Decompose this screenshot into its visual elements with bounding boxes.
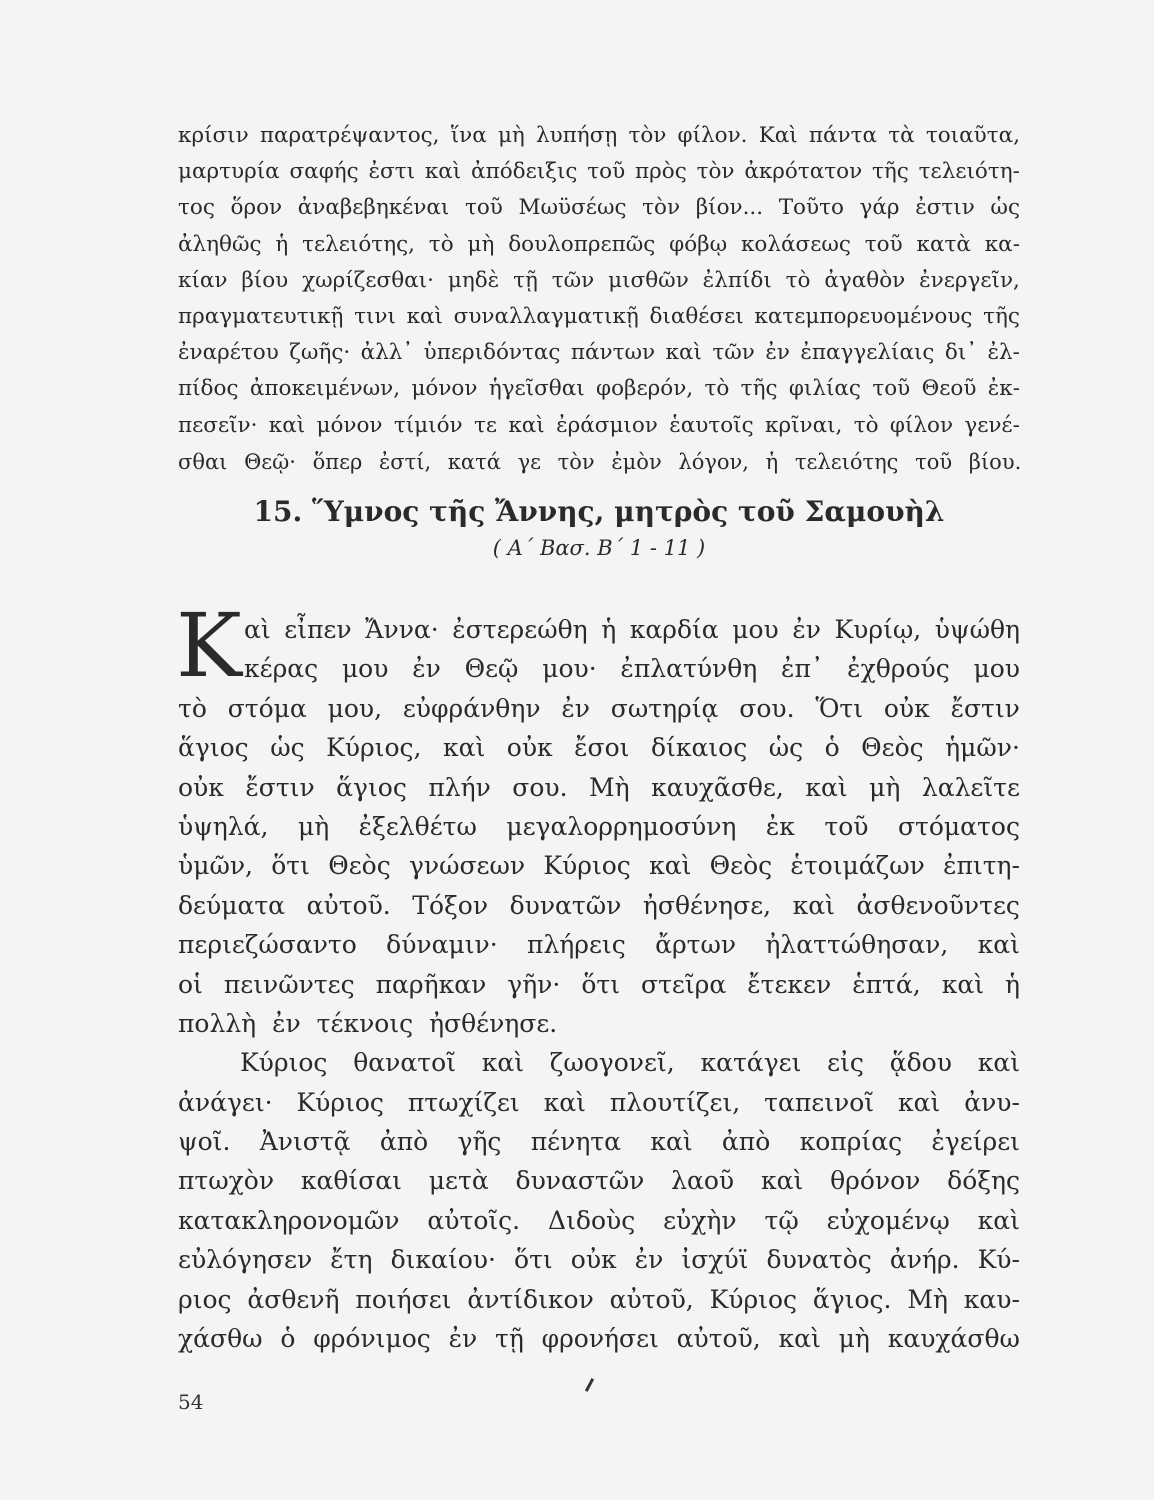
text-line: τος ὅρον ἀναβεβηκέναι τοῦ Μωϋσέως τὸν βίον... Τοῦτο γάρ ἐστιν ὡς (178, 195, 1020, 221)
text-line: πραγματευτικῇ τινι καὶ συναλλαγματικῇ διαθέσει κατεμπορευομένους τῆς (178, 303, 1020, 329)
text-line: πεσεῖν· καὶ μόνον τίμιόν τε καὶ ἐράσμιον ἑαυτοῖς κρῖναι, τὸ φίλον γενέ- (178, 412, 1020, 438)
section-heading (178, 492, 1020, 564)
section-title: 15. Ὕμνος τῆς Ἄννης, μητρὸς τοῦ Σαμουὴλ (253, 495, 945, 528)
text-line: αὶ εἶπεν Ἄννα· ἐστερεώθη ἡ καρδία μου ἐν Κυρίῳ, ὑψώθη (244, 615, 1020, 644)
text-line: Κύριος θανατοῖ καὶ ζωογονεῖ, κατάγει εἰς ᾅδου καὶ (240, 1048, 1020, 1078)
text-line: τὸ στόμα μου, εὐφράνθην ἐν σωτηρίᾳ σου. Ὅτι οὐκ ἔστιν (178, 693, 1020, 723)
text-line: κέρας μου ἐν Θεῷ μου· ἐπλατύνθη ἐπ᾽ ἐχθρούς μου (244, 654, 1020, 684)
text-line: σθαι Θεῷ· ὅπερ ἐστί, κατά γε τὸν ἐμὸν λόγον, ἡ τελειότης τοῦ βίου. (178, 449, 1022, 474)
text-line: ὑμῶν, ὅτι Θεὸς γνώσεων Κύριος καὶ Θεὸς ἑτοιμάζων ἐπιτη- (178, 851, 1020, 881)
drop-cap: Κ (176, 594, 242, 697)
stray-mark (585, 1378, 594, 1392)
text-line: πολλὴ ἐν τέκνοις ἠσθένησε. (178, 1008, 558, 1038)
text-line: κρίσιν παρατρέψαντος, ἵνα μὴ λυπήσῃ τὸν φίλον. Καὶ πάντα τὰ τοιαῦτα, (178, 123, 1020, 148)
upper-paragraph (178, 118, 1020, 480)
text-line: μαρτυρία σαφής ἐστι καὶ ἀπόδειξις τοῦ πρὸς τὸν ἀκρότατον τῆς τελειότη- (178, 159, 1020, 185)
text-line: πτωχὸν καθίσαι μετὰ δυναστῶν λαοῦ καὶ θρόνον δόξης (178, 1166, 1020, 1196)
text-line: δεύματα αὐτοῦ. Τόξον δυνατῶν ἠσθένησε, καὶ ἀσθενοῦντες (178, 890, 1020, 920)
text-line: κατακληρονομῶν αὐτοῖς. Διδοὺς εὐχὴν τῷ εὐχομένῳ καὶ (178, 1205, 1020, 1235)
text-line: ἅγιος ὡς Κύριος, καὶ οὐκ ἔσοι δίκαιος ὡς ὁ Θεὸς ἡμῶν· (178, 733, 1020, 763)
text-line: ριος ἀσθενῆ ποιήσει ἀντίδικον αὐτοῦ, Κύριος ἅγιος. Μὴ καυ- (178, 1284, 1020, 1314)
text-line: πίδος ἀποκειμένων, μόνον ἡγεῖσθαι φοβερόν, τὸ τῆς φιλίας τοῦ Θεοῦ ἐκ- (178, 376, 1020, 402)
text-line: ψοῖ. Ἀνιστᾷ ἀπὸ γῆς πένητα καὶ ἀπὸ κοπρίας ἐγείρει (178, 1127, 1020, 1157)
hymn-text (178, 610, 1020, 1358)
section-reference: ( Α΄ Βασ. Β΄ 1 - 11 ) (492, 536, 706, 560)
text-line: ἀληθῶς ἡ τελειότης, τὸ μὴ δουλοπρεπῶς φόβῳ κολάσεως τοῦ κατὰ κα- (178, 231, 1020, 257)
text-line: οὐκ ἔστιν ἅγιος πλήν σου. Μὴ καυχᾶσθε, καὶ μὴ λαλεῖτε (178, 772, 1020, 802)
text-line: ἀνάγει· Κύριος πτωχίζει καὶ πλουτίζει, ταπεινοῖ καὶ ἀνυ- (178, 1087, 1020, 1117)
text-line: εὐλόγησεν ἔτη δικαίου· ὅτι οὐκ ἐν ἰσχύϊ δυνατὸς ἀνήρ. Κύ- (178, 1245, 1020, 1275)
text-line: οἱ πεινῶντες παρῆκαν γῆν· ὅτι στεῖρα ἔτεκεν ἑπτά, καὶ ἡ (178, 969, 1020, 999)
text-line: χάσθω ὁ φρόνιμος ἐν τῇ φρονήσει αὐτοῦ, καὶ μὴ καυχάσθω (178, 1324, 1020, 1354)
text-line: κίαν βίου χωρίζεσθαι· μηδὲ τῇ τῶν μισθῶν ἐλπίδι τὸ ἀγαθὸν ἐνεργεῖν, (178, 267, 1020, 293)
text-line: περιεζώσαντο δύναμιν· πλήρεις ἄρτων ἠλαττώθησαν, καὶ (178, 930, 1020, 960)
text-line: ὑψηλά, μὴ ἐξελθέτω μεγαλορρημοσύνη ἐκ τοῦ στόματος (178, 811, 1020, 841)
text-line: ἐναρέτου ζωῆς· ἀλλ᾽ ὑπεριδόντας πάντων καὶ τῶν ἐν ἐπαγγελίαις δι᾽ ἐλ- (178, 340, 1020, 366)
page-number: 54 (178, 1390, 204, 1414)
